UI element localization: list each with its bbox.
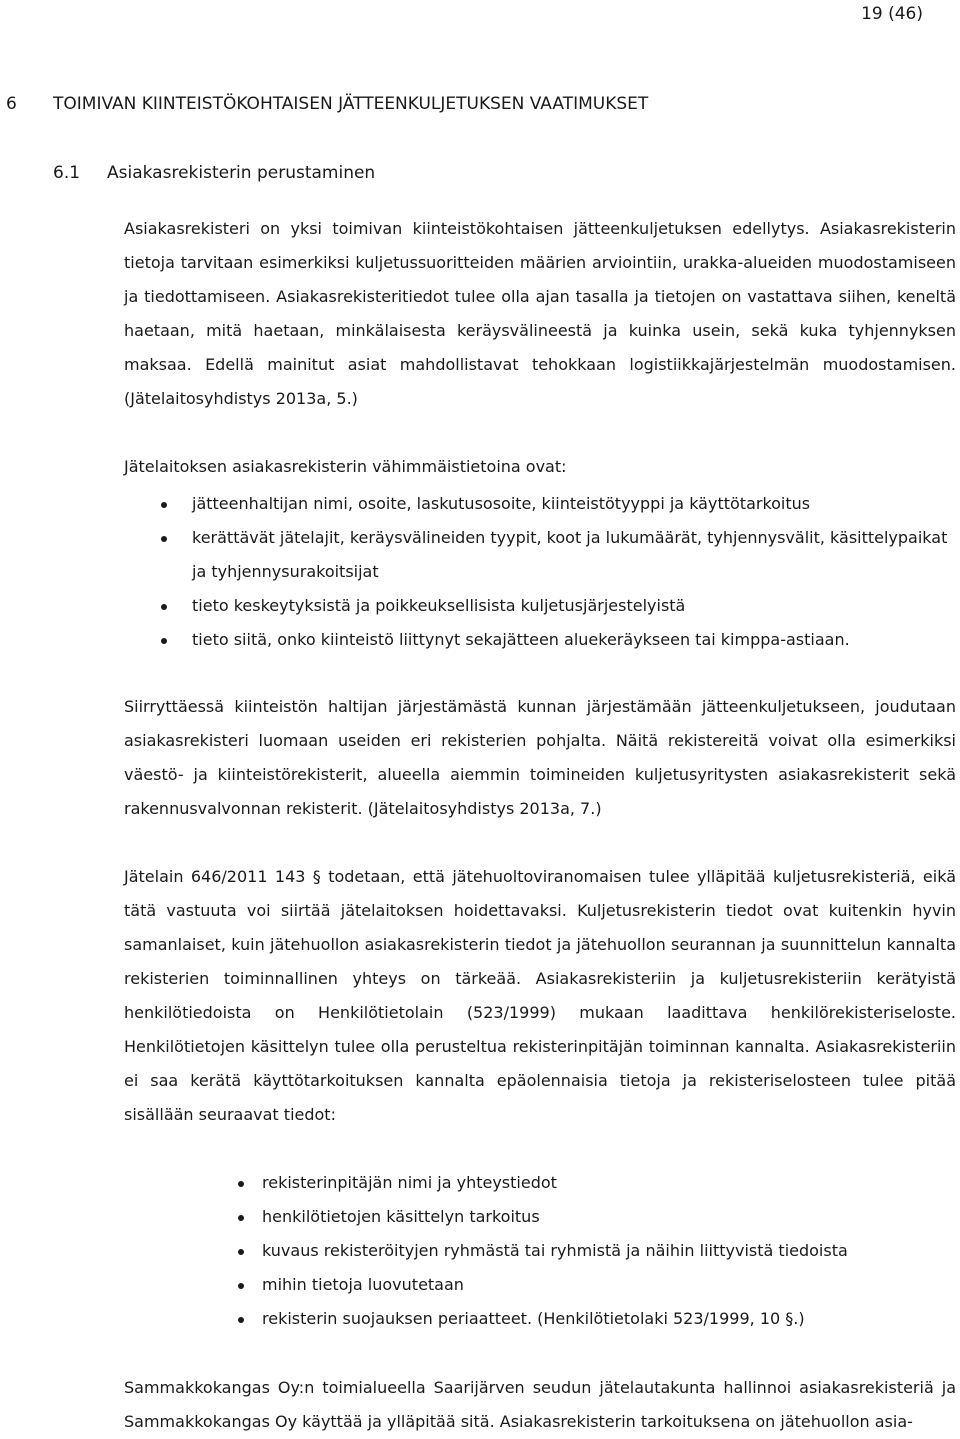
bullet-icon: [161, 638, 167, 644]
list-item: tieto keskeytyksistä ja poikkeuksellisista kuljetusjärjestelyistä: [162, 589, 954, 623]
list-item: mihin tietoja luovutetaan: [230, 1268, 954, 1302]
list-item: henkilötietojen käsittelyn tarkoitus: [230, 1200, 954, 1234]
list-item: kuvaus rekisteröityjen ryhmästä tai ryhmistä ja näihin liittyvistä tiedoista: [230, 1234, 954, 1268]
bullet-icon: [238, 1215, 244, 1221]
paragraph-waste-law: Jätelain 646/2011 143 § todetaan, että jätehuoltoviranomaisen tulee ylläpitää kuljetusrekisteriä, eikä tätä vastuuta voi siirtää jätelaitoksen hoidettavaksi. Kuljetusrekisterin tiedot ovat kuitenkin hyvin samanlaiset, kuin jätehuollon asiakasrekisterin tiedot ja jätehuollon seurannan ja suunnittelun kannalta rekisterien toiminnallinen yhteys on tärkeää. Asiakasrekisteriin ja kuljetusrekisteriin kerätyistä henkilötiedoista on Henkilötietolain (523/1999) mukaan laadittava henkilörekisteriseloste. Henkilötietojen käsittelyn tulee olla perusteltua rekisterinpitäjän toiminnan kannalta. Asiakasrekisteriin ei saa kerätä käyttötarkoituksen kannalta epäolennaisia tietoja ja rekisteriselosteen tulee pitää sisällään seuraavat tiedot:: [124, 867, 956, 1124]
section-heading: [53, 161, 375, 185]
paragraph-list-intro: Jätelaitoksen asiakasrekisterin vähimmäistietoina ovat:: [124, 457, 567, 476]
list-item: kerättävät jätelajit, keräysvälineiden tyypit, koot ja lukumäärät, tyhjennysvälit, käsittelypaikat ja tyhjennysurakoitsijat: [162, 521, 954, 589]
list-item: tieto siitä, onko kiinteistö liittynyt sekajätteen aluekeräykseen tai kimppa-astiaan.: [162, 623, 954, 657]
bullet-icon: [238, 1249, 244, 1255]
bullet-icon: [238, 1317, 244, 1323]
bullet-icon: [161, 502, 167, 508]
chapter-heading: [6, 92, 648, 116]
paragraph-register-sources: Siirryttäessä kiinteistön haltijan järjestämästä kunnan järjestämään jätteenkuljetukseen, joudutaan asiakasrekisteri luomaan useiden eri rekisterien pohjalta. Näitä rekistereitä voivat olla esimerkiksi väestö- ja kiinteistörekisterit, alueella aiemmin toimineiden kuljetusyritysten asiakasrekisterit sekä rakennusvalvonnan rekisterit. (Jätelaitosyhdistys 2013a, 7.): [124, 697, 956, 818]
paragraph-intro: Asiakasrekisteri on yksi toimivan kiinteistökohtaisen jätteenkuljetuksen edellytys. Asiakasrekisterin tietoja tarvitaan esimerkiksi kuljetussuoritteiden määrien arviointiin, urakka-alueiden muodostamiseen ja tiedottamiseen. Asiakasrekisteritiedot tulee olla ajan tasalla ja tietojen on vastattava siihen, keneltä haetaan, mitä haetaan, minkälaisesta keräysvälineestä ja kuinka usein, sekä kuka tyhjennyksen maksaa. Edellä mainitut asiat mahdollistavat tehokkaan logistiikkajärjestelmän muodostamisen. (Jätelaitosyhdistys 2013a, 5.): [124, 219, 956, 408]
list-item: jätteenhaltijan nimi, osoite, laskutusosoite, kiinteistötyyppi ja käyttötarkoitus: [162, 487, 954, 521]
bullet-icon: [161, 604, 167, 610]
list-item: rekisterinpitäjän nimi ja yhteystiedot: [230, 1166, 954, 1200]
section-number: 6.1: [53, 163, 81, 183]
section-title: Asiakasrekisterin perustaminen: [107, 163, 376, 183]
page-number: 19 (46): [861, 4, 923, 24]
paragraph-sammakkokangas: Sammakkokangas Oy:n toimialueella Saarijärven seudun jätelautakunta hallinnoi asiakasrekisteriä ja Sammakkokangas Oy käyttää ja ylläpitää sitä. Asiakasrekisterin tarkoituksena on jätehuollon asia-: [124, 1378, 956, 1431]
chapter-title: TOIMIVAN KIINTEISTÖKOHTAISEN JÄTTEENKULJETUKSEN VAATIMUKSET: [53, 94, 649, 114]
minimum-info-list: [162, 487, 954, 657]
bullet-icon: [161, 536, 167, 542]
list-item: rekisterin suojauksen periaatteet. (Henkilötietolaki 523/1999, 10 §.): [230, 1302, 954, 1336]
bullet-icon: [238, 1181, 244, 1187]
bullet-icon: [238, 1283, 244, 1289]
register-statement-list: [230, 1166, 954, 1336]
chapter-number: 6: [6, 94, 17, 114]
